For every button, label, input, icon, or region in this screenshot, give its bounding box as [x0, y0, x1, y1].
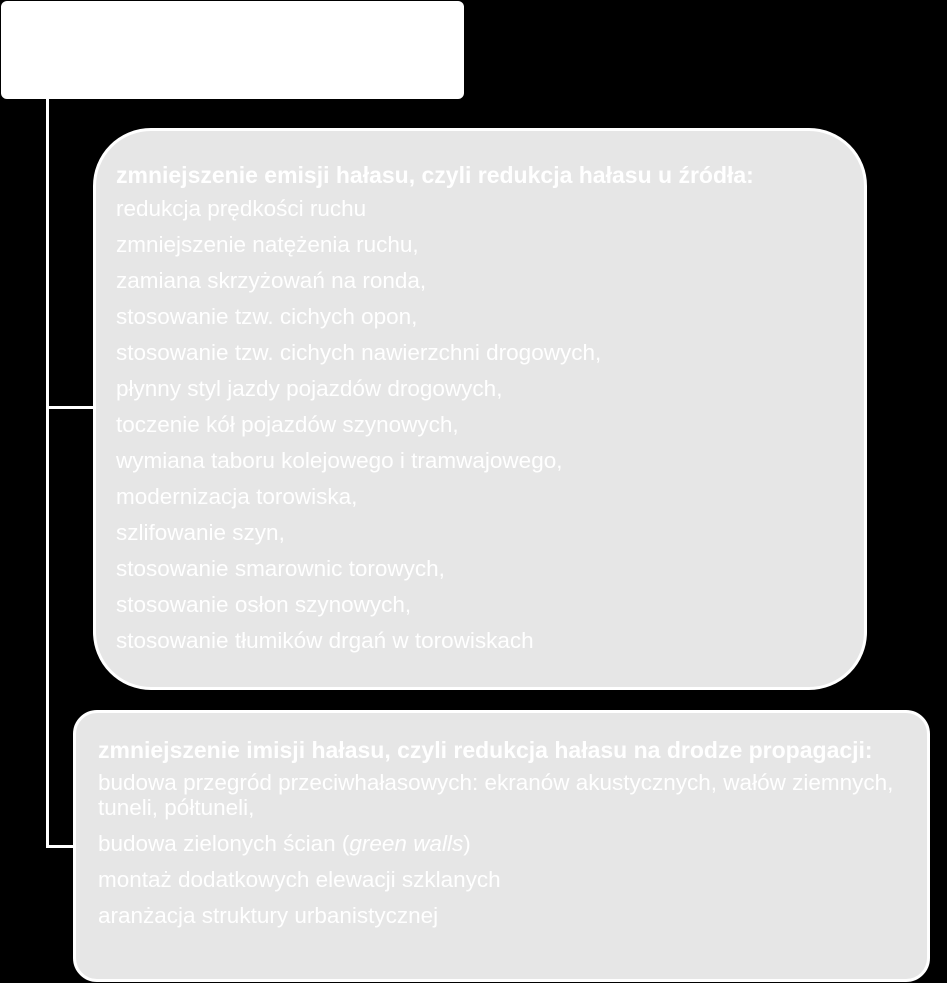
list-item: szlifowanie szyn,	[116, 520, 285, 545]
list-item: stosowanie tzw. cichych opon,	[116, 304, 418, 329]
list-item: stosowanie smarownic torowych,	[116, 556, 445, 581]
tree-connector-vertical	[46, 99, 49, 848]
emission-reduction-title: zmniejszenie emisji hałasu, czyli redukcja hałasu u źródła:	[116, 162, 754, 188]
list-item: wymiana taboru kolejowego i tramwajowego,	[116, 448, 563, 473]
immission-reduction-title: zmniejszenie imisji hałasu, czyli redukcja hałasu na drodze propagacji:	[98, 737, 873, 763]
root-node-box	[1, 1, 464, 99]
list-item: płynny styl jazdy pojazdów drogowych,	[116, 376, 503, 401]
list-item: stosowanie tłumików drgań w torowiskach	[116, 628, 534, 653]
immission-reduction-list	[98, 770, 907, 928]
emission-reduction-card	[93, 128, 867, 690]
list-item: toczenie kół pojazdów szynowych,	[116, 412, 459, 437]
list-item: stosowanie osłon szynowych,	[116, 592, 412, 617]
list-item: zamiana skrzyżowań na ronda,	[116, 268, 427, 293]
emission-reduction-list	[116, 191, 844, 659]
list-item: modernizacja torowiska,	[116, 484, 358, 509]
list-item-text: )	[463, 831, 471, 856]
list-item: montaż dodatkowych elewacji szklanych	[98, 867, 501, 892]
list-item-italic-text: green walls	[349, 831, 464, 856]
list-item	[98, 831, 907, 856]
immission-reduction-card	[73, 710, 930, 982]
list-item-text: budowa zielonych ścian (	[98, 831, 350, 856]
list-item: zmniejszenie natężenia ruchu,	[116, 232, 419, 257]
tree-connector-branch-1	[46, 406, 96, 409]
tree-connector-branch-2	[46, 845, 76, 848]
list-item: budowa przegród przeciwhałasowych: ekranów akustycznych, wałów ziemnych, tuneli, półtuneli,	[98, 770, 894, 820]
list-item: aranżacja struktury urbanistycznej	[98, 903, 439, 928]
list-item: redukcja prędkości ruchu	[116, 196, 367, 221]
list-item: stosowanie tzw. cichych nawierzchni drogowych,	[116, 340, 602, 365]
